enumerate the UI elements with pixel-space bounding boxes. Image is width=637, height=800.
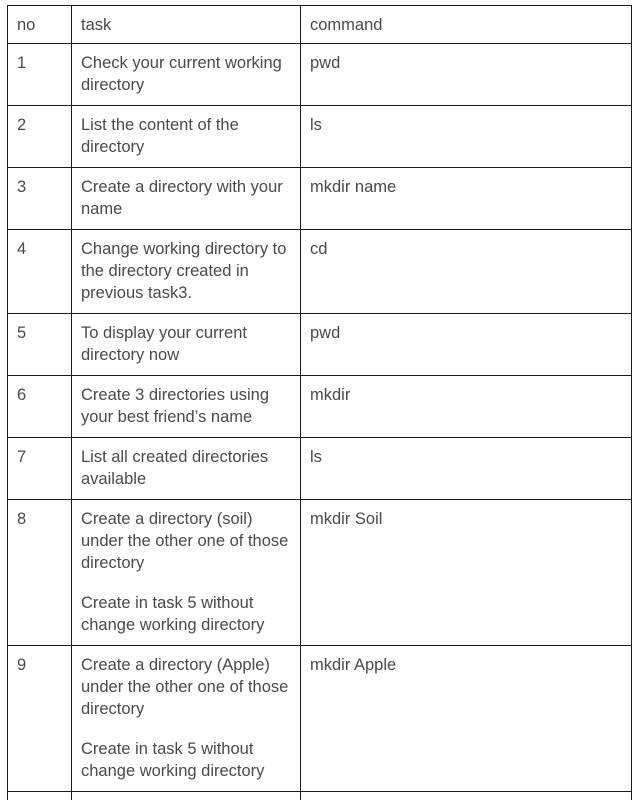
row-no: 1 bbox=[8, 44, 72, 106]
row-command: ls bbox=[301, 438, 632, 500]
row-no: 8 bbox=[8, 500, 72, 646]
row-no: 4 bbox=[8, 230, 72, 314]
row-command: mkdir Soil bbox=[301, 500, 632, 646]
row-no-partial bbox=[8, 792, 72, 800]
header-command: command bbox=[301, 6, 632, 44]
row-task-cell bbox=[72, 500, 301, 646]
row-task-cell bbox=[72, 646, 301, 792]
row-no: 6 bbox=[8, 376, 72, 438]
row-no: 7 bbox=[8, 438, 72, 500]
table-row bbox=[8, 168, 632, 230]
table-row bbox=[8, 230, 632, 314]
row-command: pwd bbox=[301, 314, 632, 376]
table-row bbox=[8, 376, 632, 438]
row-command: mkdir name bbox=[301, 168, 632, 230]
row-no: 5 bbox=[8, 314, 72, 376]
row-command: cd bbox=[301, 230, 632, 314]
row-task: To display your current directory now bbox=[72, 314, 301, 376]
row-task-partial bbox=[72, 792, 301, 800]
table-header-row bbox=[8, 6, 632, 44]
header-task: task bbox=[72, 6, 301, 44]
row-task: Create a directory with your name bbox=[72, 168, 301, 230]
row-command-partial bbox=[301, 792, 632, 800]
row-task: List the content of the directory bbox=[72, 106, 301, 168]
table-row-partial bbox=[8, 792, 632, 800]
table-row bbox=[8, 44, 632, 106]
row-task: Create 3 directories using your best friend’s name bbox=[72, 376, 301, 438]
row-task: Create a directory (soil) under the other one of those directory bbox=[81, 508, 291, 574]
header-no: no bbox=[8, 6, 72, 44]
table-row bbox=[8, 500, 632, 646]
row-no: 3 bbox=[8, 168, 72, 230]
row-no: 2 bbox=[8, 106, 72, 168]
task-table bbox=[7, 5, 632, 800]
row-task: Change working directory to the directory created in previous task3. bbox=[72, 230, 301, 314]
row-task: Create a directory (Apple) under the other one of those directory bbox=[81, 654, 291, 720]
row-command: pwd bbox=[301, 44, 632, 106]
table-row bbox=[8, 106, 632, 168]
table-row bbox=[8, 646, 632, 792]
row-no: 9 bbox=[8, 646, 72, 792]
row-command: mkdir bbox=[301, 376, 632, 438]
row-command: ls bbox=[301, 106, 632, 168]
row-task-note: Create in task 5 without change working directory bbox=[81, 592, 291, 636]
row-task: List all created directories available bbox=[72, 438, 301, 500]
row-command: mkdir Apple bbox=[301, 646, 632, 792]
row-task: Check your current working directory bbox=[72, 44, 301, 106]
row-task-note: Create in task 5 without change working directory bbox=[81, 738, 291, 782]
table-row bbox=[8, 314, 632, 376]
table-row bbox=[8, 438, 632, 500]
